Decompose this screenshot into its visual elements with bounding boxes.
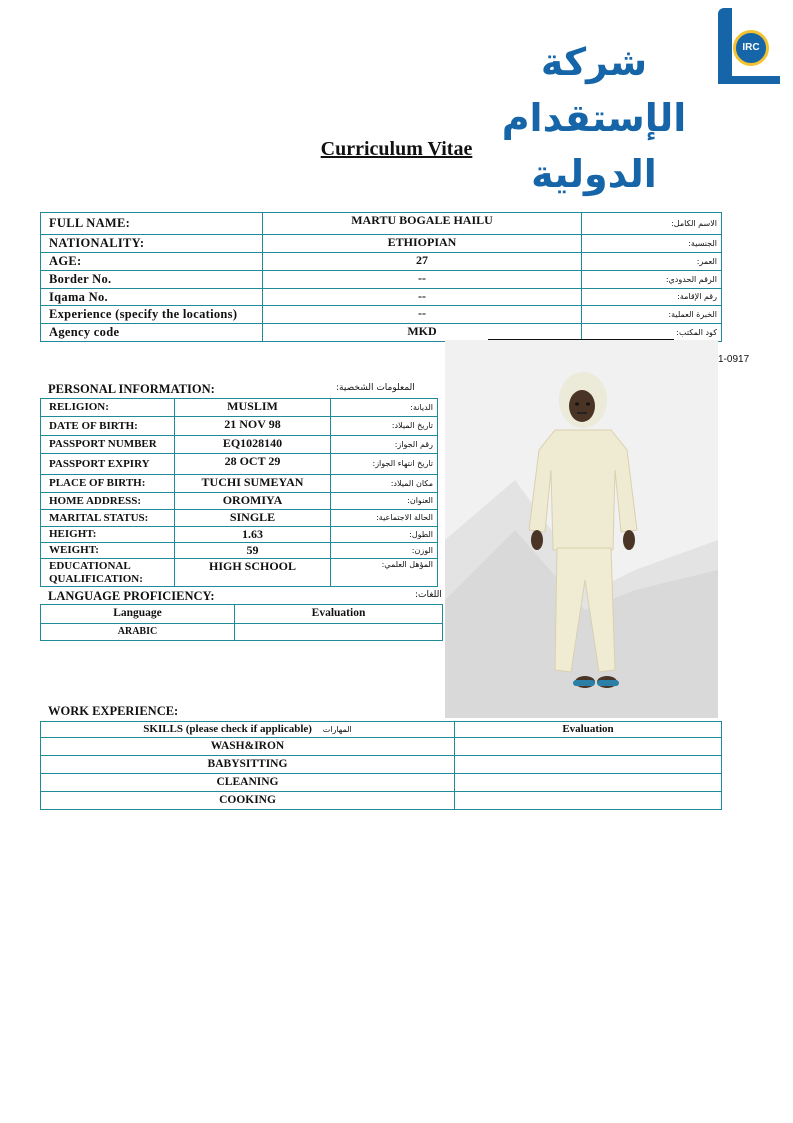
age-arabic-label: العمر: bbox=[582, 253, 722, 271]
language-table bbox=[40, 604, 443, 641]
skill-name: BABYSITTING bbox=[41, 756, 455, 774]
place-of-birth-label: PLACE OF BIRTH: bbox=[41, 475, 175, 493]
reference-number: 1-0917 bbox=[718, 354, 750, 365]
full-name-label: FULL NAME: bbox=[41, 213, 263, 235]
weight-arabic-label: الوزن: bbox=[331, 543, 438, 559]
table-row bbox=[41, 510, 438, 527]
iqama-no-arabic-label: رقم الإقامة: bbox=[582, 289, 722, 306]
table-row bbox=[41, 475, 438, 493]
table-row bbox=[41, 306, 722, 324]
age-value: 27 bbox=[263, 253, 582, 271]
nationality-arabic-label: الجنسية: bbox=[582, 235, 722, 253]
logo-bar-shape bbox=[718, 8, 732, 84]
evaluation-column-header: Evaluation bbox=[235, 605, 443, 624]
agency-code-arabic-label: كود المكتب: bbox=[582, 324, 722, 342]
iqama-no-value: -- bbox=[263, 289, 582, 306]
table-row bbox=[41, 417, 438, 436]
logo-mark bbox=[710, 8, 782, 88]
marital-status-arabic-label: الحالة الاجتماعية: bbox=[331, 510, 438, 527]
personal-info-table bbox=[40, 398, 438, 587]
skills-header-text: SKILLS (please check if applicable) bbox=[143, 723, 312, 735]
nationality-value: ETHIOPIAN bbox=[263, 235, 582, 253]
skill-evaluation bbox=[455, 774, 722, 792]
skills-table bbox=[40, 721, 722, 810]
home-address-value: OROMIYA bbox=[175, 493, 331, 510]
skill-name: WASH&IRON bbox=[41, 738, 455, 756]
personal-info-heading-arabic: المعلومات الشخصية: bbox=[336, 383, 415, 393]
marital-status-label: MARITAL STATUS: bbox=[41, 510, 175, 527]
company-logo bbox=[478, 8, 783, 196]
skills-column-header bbox=[41, 722, 455, 738]
passport-number-value: EQ1028140 bbox=[175, 436, 331, 454]
agency-code-label: Agency code bbox=[41, 324, 263, 342]
language-heading-arabic: اللغات: bbox=[415, 590, 442, 600]
skills-header-arabic: المهارات bbox=[322, 725, 352, 734]
skill-evaluation bbox=[455, 738, 722, 756]
passport-number-label: PASSPORT NUMBER bbox=[41, 436, 175, 454]
height-arabic-label: الطول: bbox=[331, 527, 438, 543]
table-row bbox=[41, 624, 443, 641]
place-of-birth-arabic-label: مكان الميلاد: bbox=[331, 475, 438, 493]
logo-arabic-text: شركة الإستقدام الدولية bbox=[501, 40, 687, 196]
table-row bbox=[41, 271, 722, 289]
table-row bbox=[41, 235, 722, 253]
height-label: HEIGHT: bbox=[41, 527, 175, 543]
passport-expiry-arabic-label: تاريخ انتهاء الجواز: bbox=[331, 454, 438, 475]
language-heading: LANGUAGE PROFICIENCY: bbox=[48, 589, 215, 603]
summary-table bbox=[40, 212, 722, 342]
dob-arabic-label: تاريخ الميلاد: bbox=[331, 417, 438, 436]
dob-label: DATE OF BIRTH: bbox=[41, 417, 175, 436]
table-row bbox=[41, 527, 438, 543]
skills-evaluation-header: Evaluation bbox=[455, 722, 722, 738]
candidate-photo-illustration bbox=[445, 340, 718, 718]
table-row bbox=[41, 289, 722, 306]
table-row bbox=[41, 605, 443, 624]
page-title: Curriculum Vitae bbox=[320, 138, 473, 160]
table-row bbox=[41, 213, 722, 235]
table-row bbox=[41, 253, 722, 271]
personal-info-heading: PERSONAL INFORMATION: bbox=[48, 382, 215, 396]
border-no-arabic-label: الرقم الحدودي: bbox=[582, 271, 722, 289]
marital-status-value: SINGLE bbox=[175, 510, 331, 527]
table-row bbox=[41, 493, 438, 510]
experience-value: -- bbox=[263, 306, 582, 324]
table-row bbox=[41, 722, 722, 738]
age-label: AGE: bbox=[41, 253, 263, 271]
work-experience-heading: WORK EXPERIENCE: bbox=[48, 704, 179, 718]
table-row bbox=[41, 436, 438, 454]
passport-number-arabic-label: رقم الجواز: bbox=[331, 436, 438, 454]
language-evaluation bbox=[235, 624, 443, 641]
full-name-value: MARTU BOGALE HAILU bbox=[263, 213, 582, 235]
border-no-value: -- bbox=[263, 271, 582, 289]
religion-label: RELIGION: bbox=[41, 399, 175, 417]
experience-label: Experience (specify the locations) bbox=[41, 306, 263, 324]
table-row bbox=[41, 738, 722, 756]
dob-value: 21 NOV 98 bbox=[175, 417, 331, 436]
religion-value: MUSLIM bbox=[175, 399, 331, 417]
table-row bbox=[41, 454, 438, 475]
candidate-photo bbox=[445, 340, 718, 718]
education-label: EDUCATIONAL QUALIFICATION: bbox=[41, 559, 175, 587]
education-arabic-label: المؤهل العلمي: bbox=[331, 559, 438, 587]
iqama-no-label: Iqama No. bbox=[41, 289, 263, 306]
home-address-arabic-label: العنوان: bbox=[331, 493, 438, 510]
language-name: ARABIC bbox=[41, 624, 235, 641]
agency-code-value: MKD bbox=[263, 324, 582, 342]
table-row bbox=[41, 792, 722, 810]
logo-base-shape bbox=[718, 76, 780, 84]
border-no-label: Border No. bbox=[41, 271, 263, 289]
weight-value: 59 bbox=[175, 543, 331, 559]
nationality-label: NATIONALITY: bbox=[41, 235, 263, 253]
passport-expiry-label: PASSPORT EXPIRY bbox=[41, 454, 175, 475]
religion-arabic-label: الديانة: bbox=[331, 399, 438, 417]
education-value: HIGH SCHOOL bbox=[175, 559, 331, 587]
table-row bbox=[41, 559, 438, 587]
passport-expiry-value: 28 OCT 29 bbox=[175, 454, 331, 475]
place-of-birth-value: TUCHI SUMEYAN bbox=[175, 475, 331, 493]
full-name-arabic-label: الاسم الكامل: bbox=[582, 213, 722, 235]
table-row bbox=[41, 756, 722, 774]
logo-circle: IRC bbox=[733, 30, 769, 66]
skill-evaluation bbox=[455, 792, 722, 810]
height-value: 1.63 bbox=[175, 527, 331, 543]
weight-label: WEIGHT: bbox=[41, 543, 175, 559]
home-address-label: HOME ADDRESS: bbox=[41, 493, 175, 510]
skill-name: COOKING bbox=[41, 792, 455, 810]
skill-evaluation bbox=[455, 756, 722, 774]
table-row bbox=[41, 774, 722, 792]
table-row bbox=[41, 543, 438, 559]
language-column-header: Language bbox=[41, 605, 235, 624]
skill-name: CLEANING bbox=[41, 774, 455, 792]
table-row bbox=[41, 399, 438, 417]
experience-arabic-label: الخبرة العملية: bbox=[582, 306, 722, 324]
